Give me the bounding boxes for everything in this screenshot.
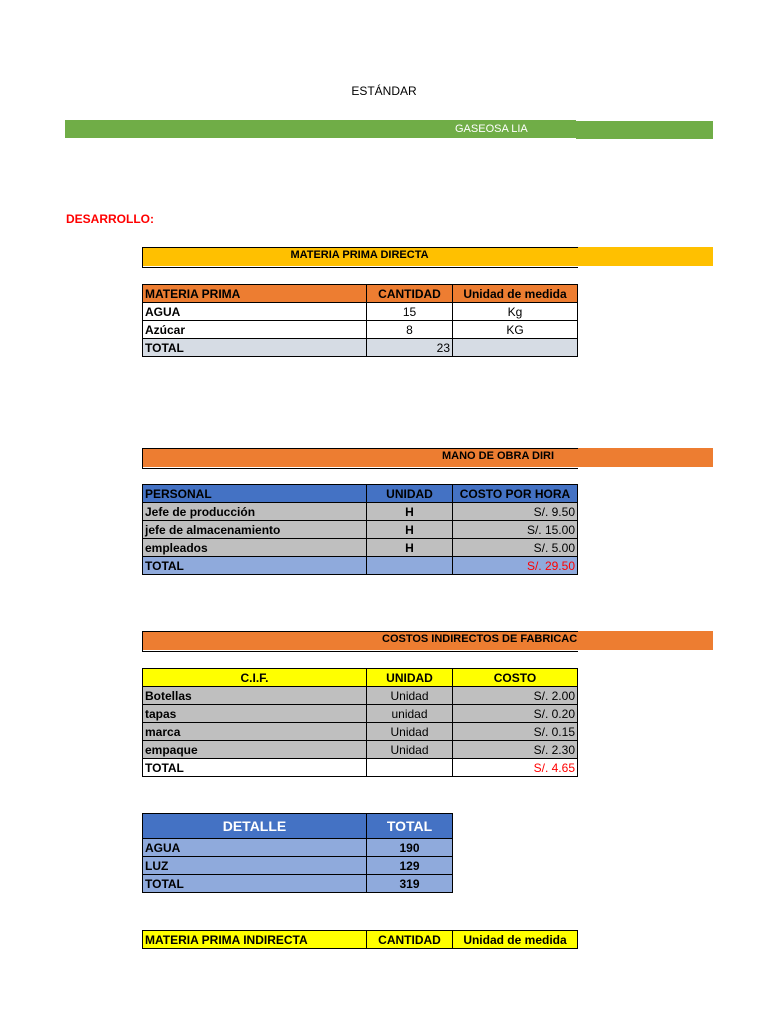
cell[interactable]: KG [453,321,578,339]
header-cell[interactable]: Unidad de medida [453,285,578,303]
mpi-table [142,930,578,949]
cif-table [142,668,578,777]
cell[interactable]: 23 [367,339,453,357]
table-row [143,503,578,521]
cell[interactable]: AGUA [143,839,367,857]
product-name: GASEOSA LIA [455,123,528,135]
cell[interactable]: jefe de almacenamiento [143,521,367,539]
table-row [143,741,578,759]
table-row [143,539,578,557]
table-row [143,705,578,723]
cell[interactable]: 129 [367,857,453,875]
header-cell[interactable]: DETALLE [143,814,367,839]
cell[interactable]: Jefe de producción [143,503,367,521]
cell[interactable]: Unidad [367,723,453,741]
cell[interactable]: 8 [367,321,453,339]
sheet-title: ESTÁNDAR [351,84,417,98]
table-row [143,687,578,705]
cell[interactable]: 319 [367,875,453,893]
header-cell[interactable]: COSTO POR HORA [453,485,578,503]
table-row [143,839,453,857]
cell[interactable]: S/. 0.15 [453,723,578,741]
total-row [143,759,578,777]
mpd-band [142,247,713,266]
product-band [65,120,713,138]
table-header-row [143,669,578,687]
header-cell[interactable]: MATERIA PRIMA [143,285,367,303]
header-cell[interactable]: CANTIDAD [367,285,453,303]
header-cell[interactable]: CANTIDAD [367,931,453,949]
cell[interactable]: AGUA [143,303,367,321]
cell[interactable] [453,339,578,357]
cell[interactable]: Azúcar [143,321,367,339]
header-cell[interactable]: PERSONAL [143,485,367,503]
header-cell[interactable]: COSTO [453,669,578,687]
mpd-band-title: MATERIA PRIMA DIRECTA [290,249,429,261]
table-header-row [143,285,578,303]
header-cell[interactable]: UNIDAD [367,485,453,503]
cell[interactable]: S/. 4.65 [453,759,578,777]
header-cell[interactable]: TOTAL [367,814,453,839]
cell[interactable]: S/. 5.00 [453,539,578,557]
header-cell[interactable]: Unidad de medida [453,931,578,949]
table-row [143,875,453,893]
table-row [143,303,578,321]
mod-band [142,448,713,467]
table-header-row [143,485,578,503]
cell[interactable]: H [367,503,453,521]
cell[interactable]: S/. 2.00 [453,687,578,705]
mod-table [142,484,578,575]
cell[interactable]: S/. 9.50 [453,503,578,521]
table-row [143,521,578,539]
table-row [143,723,578,741]
mpd-table [142,284,578,357]
mod-band-title: MANO DE OBRA DIRI [442,450,555,462]
cif-band-title: COSTOS INDIRECTOS DE FABRICAC [382,633,578,645]
table-header-row [143,814,453,839]
cell[interactable] [367,759,453,777]
table-row [143,321,578,339]
cell[interactable]: 15 [367,303,453,321]
total-row [143,557,578,575]
cell[interactable]: Unidad [367,741,453,759]
cell[interactable]: TOTAL [143,759,367,777]
header-cell[interactable]: MATERIA PRIMA INDIRECTA [143,931,367,949]
section-label-desarrollo: DESARROLLO: [66,212,154,226]
cell[interactable]: unidad [367,705,453,723]
cell[interactable]: marca [143,723,367,741]
cell[interactable]: TOTAL [143,557,367,575]
cell[interactable]: Kg [453,303,578,321]
cell[interactable] [367,557,453,575]
detalle-table [142,813,453,893]
header-cell[interactable]: C.I.F. [143,669,367,687]
cell[interactable]: S/. 29.50 [453,557,578,575]
header-cell[interactable]: UNIDAD [367,669,453,687]
table-row [143,857,453,875]
cif-band [142,631,713,650]
cell[interactable]: tapas [143,705,367,723]
cell[interactable]: Botellas [143,687,367,705]
cell[interactable]: 190 [367,839,453,857]
cell[interactable]: TOTAL [143,339,367,357]
cell[interactable]: S/. 0.20 [453,705,578,723]
cell[interactable]: LUZ [143,857,367,875]
total-row [143,339,578,357]
cell[interactable]: Unidad [367,687,453,705]
band-overflow [576,120,713,139]
cell[interactable]: empaque [143,741,367,759]
cell[interactable]: S/. 15.00 [453,521,578,539]
cell[interactable]: empleados [143,539,367,557]
cell[interactable]: H [367,539,453,557]
table-header-row [143,931,578,949]
cell[interactable]: TOTAL [143,875,367,893]
cell[interactable]: S/. 2.30 [453,741,578,759]
cell[interactable]: H [367,521,453,539]
